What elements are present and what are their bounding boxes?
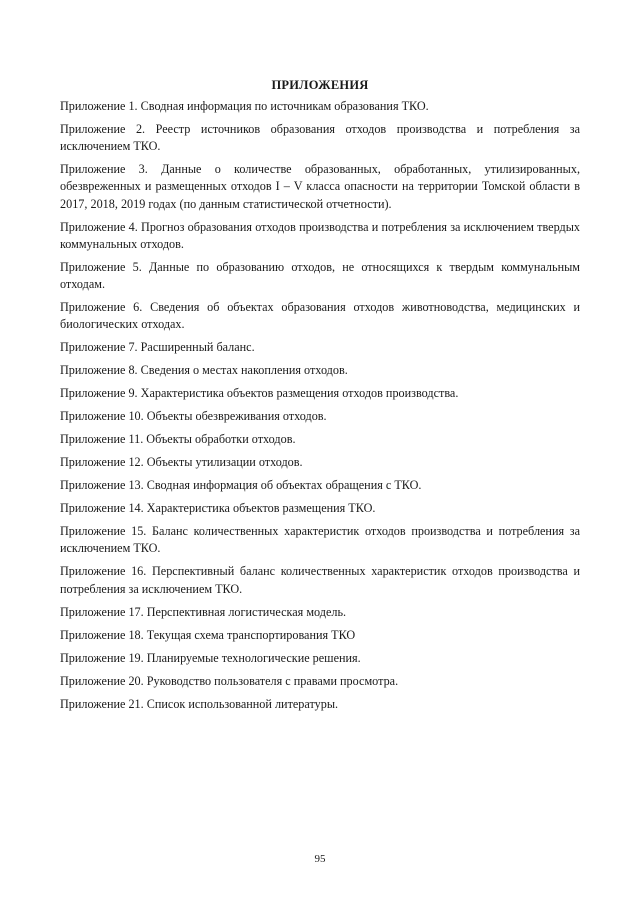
list-item: Приложение 14. Характеристика объектов размещения ТКО. (60, 501, 376, 516)
list-item: Приложение 19. Планируемые технологические решения. (60, 650, 361, 665)
list-item: Приложение 2. Реестр источников образования отходов производства и потребления за исключением ТКО. (60, 122, 580, 154)
list-item: Приложение 21. Список использованной литературы. (60, 696, 339, 711)
list-item: Приложение 10. Объекты обезвреживания отходов. (60, 409, 327, 424)
list-item: Приложение 6. Сведения об объектах образования отходов животноводства, медицинских и биологических отходах. (60, 300, 580, 332)
list-item: Приложение 18. Текущая схема транспортирования ТКО (60, 627, 356, 642)
list-item: Приложение 1. Сводная информация по источникам образования ТКО. (60, 99, 429, 113)
list-item: Приложение 9. Характеристика объектов размещения отходов производства. (60, 386, 459, 401)
list-item: Приложение 8. Сведения о местах накопления отходов. (60, 363, 348, 378)
list-item: Приложение 12. Объекты утилизации отходов. (60, 455, 303, 470)
page-number: 95 (314, 853, 326, 865)
list-item: Приложение 4. Прогноз образования отходов производства и потребления за исключением твердых коммунальных отходов. (60, 219, 580, 251)
list-item: Приложение 3. Данные о количестве образованных, обработанных, утилизированных, обезвреженных и размещенных отходов I – V класса опасности на территории Томской области в 2017, 2018, 2019 годах (по данным статистической отчетности). (60, 162, 580, 211)
list-item: Приложение 5. Данные по образованию отходов, не относящихся к твердым коммунальным отходам. (60, 259, 580, 292)
list-item: Приложение 7. Расширенный баланс. (60, 340, 255, 355)
list-item: Приложение 11. Объекты обработки отходов. (60, 432, 296, 447)
list-item: Приложение 13. Сводная информация об объектах обращения с ТКО. (60, 478, 422, 493)
page-title: ПРИЛОЖЕНИЯ (271, 78, 369, 92)
list-item: Приложение 16. Перспективный баланс количественных характеристик отходов производства и потребления за исключением ТКО. (60, 564, 580, 596)
list-item: Приложение 15. Баланс количественных характеристик отходов производства и потребления за исключением ТКО. (60, 524, 580, 556)
list-item: Приложение 20. Руководство пользователя с правами просмотра. (60, 673, 399, 688)
list-item: Приложение 17. Перспективная логистическая модель. (60, 604, 347, 619)
appendix-list (60, 98, 580, 719)
